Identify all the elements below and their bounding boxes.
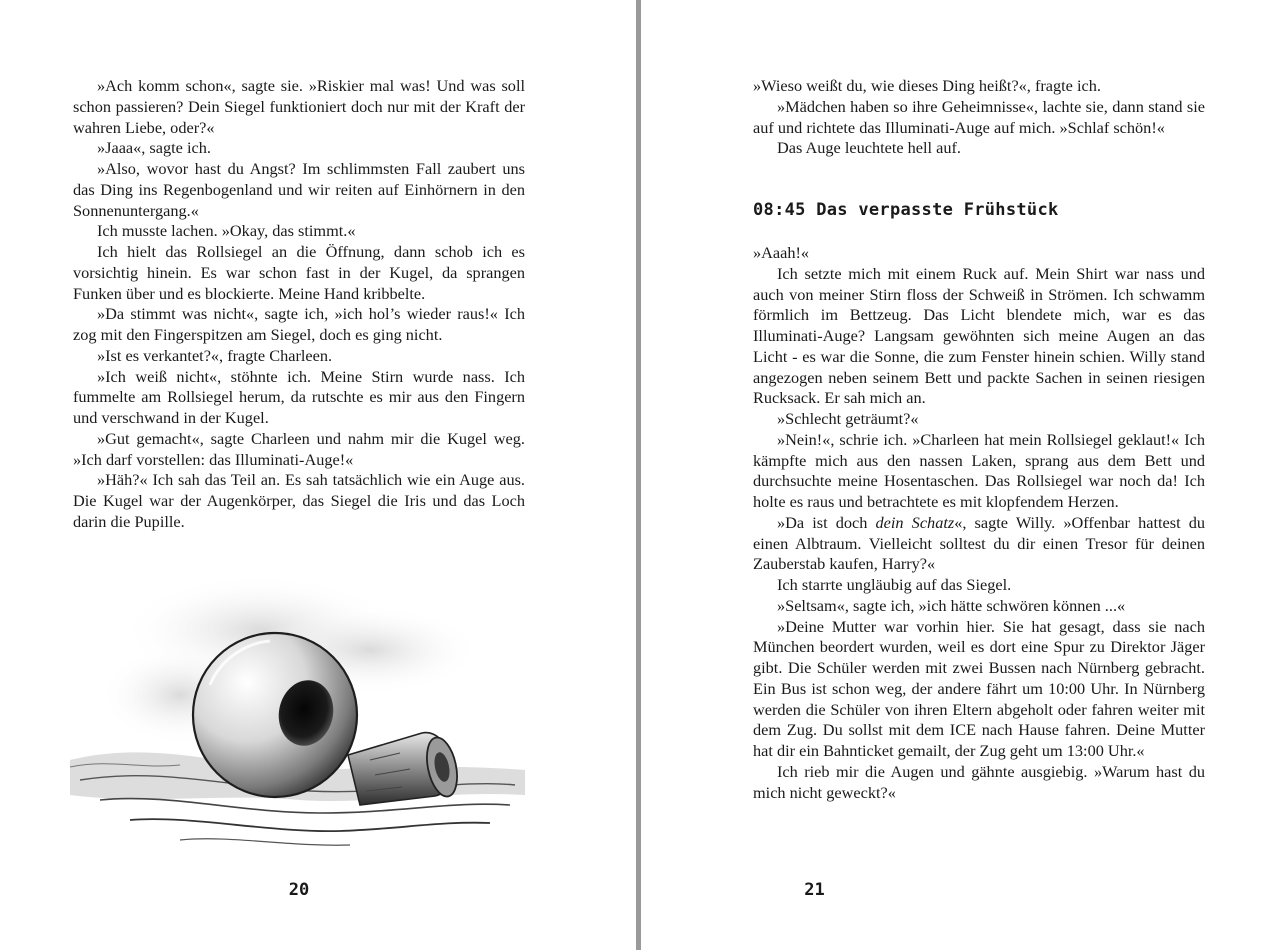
right-page (641, 0, 1270, 950)
paragraph-text: «, sagte Willy. »Offenbar hattest du einen Albtraum. Vielleicht solltest du dir einen Tresor für deinen Zauberstab kaufen, Harry?« (753, 512, 1206, 574)
paragraph: Ich setzte mich mit einem Ruck auf. Mein Shirt war nass und auch von meiner Stirn floss der Schweiß in Strömen. Ich schwamm förmlich im Bettzeug. Das Licht blendete mich, war es das Illuminati-Auge? Langsam gewöhnten sich meine Augen an das Licht - es war die Sonne, die zum Fenster hinein schien. Willy stand angezogen neben seinem Bett und packte Sachen in seinen riesigen Rucksack. Er sah mich an. (753, 263, 1205, 408)
paragraph: »Da stimmt was nicht«, sagte ich, »ich hol’s wieder raus!« Ich zog mit den Fingerspitzen am Siegel, doch es ging nicht. (73, 304, 525, 344)
orb-with-seal-illustration (70, 555, 525, 855)
paragraph: Ich hielt das Rollsiegel an die Öffnung, dann schob ich es vorsichtig hinein. Es war schon fast in der Kugel, da sprangen Funken über und es blockierte. Meine Hand kribbelte. (73, 242, 525, 303)
paragraph: Das Auge leuchtete hell auf. (777, 138, 961, 158)
paragraph: »Ach komm schon«, sagte sie. »Riskier mal was! Und was soll schon passieren? Dein Siegel funktioniert doch nur mit der Kraft der wahren Liebe, oder?« (73, 76, 525, 137)
paragraph: »Schlecht geträumt?« (777, 409, 919, 428)
paragraph: »Ist es verkantet?«, fragte Charleen. (97, 345, 333, 365)
left-page-text (73, 76, 525, 533)
right-page-top-text (753, 76, 1205, 159)
paragraph: Ich rieb mir die Augen und gähnte ausgiebig. »Warum hast du mich nicht geweckt?« (753, 761, 1205, 802)
paragraph (753, 513, 1205, 575)
paragraph: »Aaah!« (753, 243, 810, 262)
paragraph: Ich starrte ungläubig auf das Siegel. (777, 575, 1012, 594)
page-number: 21 (804, 880, 825, 900)
paragraph: »Wieso weißt du, wie dieses Ding heißt?«, fragte ich. (753, 76, 1101, 95)
right-page-body-text (753, 243, 1205, 803)
paragraph: »Jaaa«, sagte ich. (97, 138, 211, 158)
paragraph: Ich musste lachen. »Okay, das stimmt.« (97, 221, 356, 241)
chapter-title: 08:45 Das verpasste Frühstück (753, 200, 1059, 220)
paragraph: »Seltsam«, sagte ich, »ich hätte schwören können ...« (777, 595, 1126, 615)
paragraph: »Mädchen haben so ihre Geheimnisse«, lachte sie, dann stand sie auf und richtete das Illuminati-Auge auf mich. »Schlaf schön!« (753, 96, 1205, 137)
paragraph: »Häh?« Ich sah das Teil an. Es sah tatsächlich wie ein Auge aus. Die Kugel war der Augenkörper, das Siegel die Iris und das Loch darin die Pupille. (73, 470, 525, 531)
italic-text: dein Schatz (875, 512, 955, 532)
paragraph: »Deine Mutter war vorhin hier. Sie hat gesagt, dass sie nach München beordert wurden, weil es dort eine Spur zu Direktor Jäger gibt. Die Schüler werden mit zwei Bussen nach Nürnberg gebracht. Ein Bus ist schon weg, der andere fährt um 10:00 Uhr. In Nürnberg werden die Schüler von ihren Eltern abgeholt oder fahren weiter mit dem Zug. Du sollst mit dem ICE nach Hause fahren. Deine Mutter hat dir ein Bahnticket gemailt, der Zug geht um 13:00 Uhr.« (753, 616, 1205, 760)
paragraph: »Also, wovor hast du Angst? Im schlimmsten Fall zaubert uns das Ding ins Regenbogenland und wir reiten auf Einhörnern in den Sonnenuntergang.« (73, 159, 525, 220)
page-number: 20 (288, 880, 310, 900)
paragraph: »Gut gemacht«, sagte Charleen und nahm mir die Kugel weg. »Ich darf vorstellen: das Illuminati-Auge!« (73, 428, 525, 469)
paragraph-text: »Da ist doch (777, 512, 876, 532)
paragraph: »Ich weiß nicht«, stöhnte ich. Meine Stirn wurde nass. Ich fummelte am Rollsiegel herum, da rutschte es mir aus den Fingern und verschwand in der Kugel. (73, 366, 525, 427)
paragraph: »Nein!«, schrie ich. »Charleen hat mein Rollsiegel geklaut!« Ich kämpfte mich aus den nassen Laken, sprang aus dem Bett und durchsuchte meine Hosentaschen. Das Rollsiegel war noch da! Ich holte es raus und betrachtete es mit klopfendem Herzen. (753, 429, 1205, 511)
